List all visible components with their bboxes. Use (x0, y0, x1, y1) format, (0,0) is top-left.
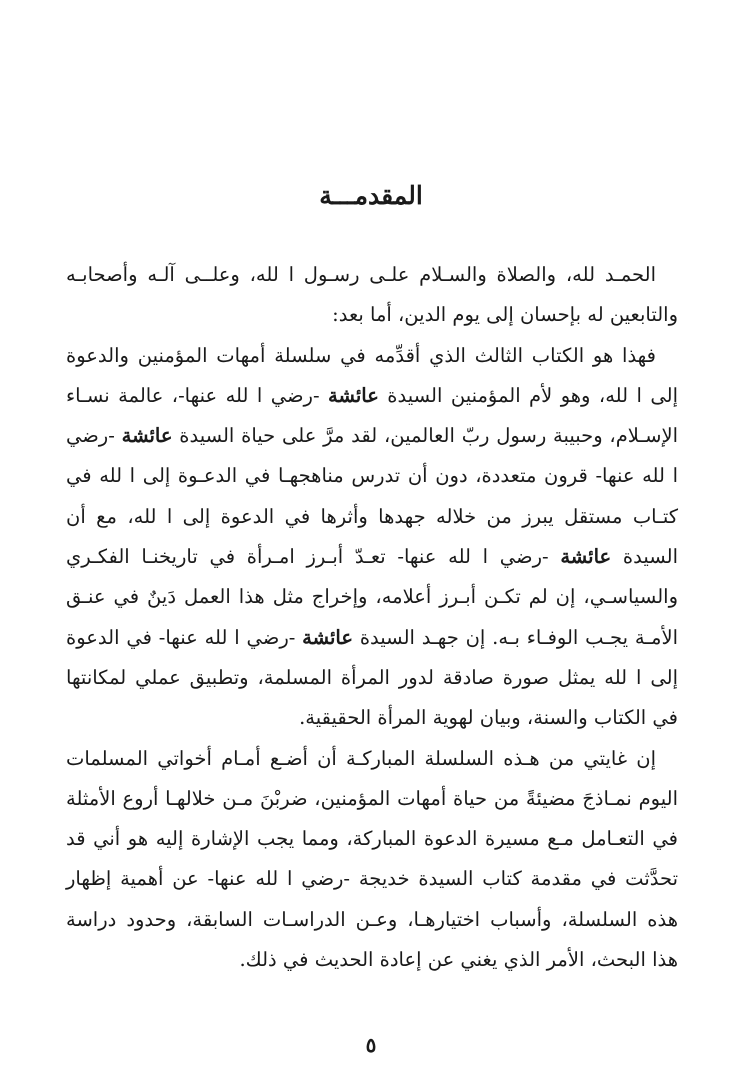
emphasized-name: عائشة (328, 383, 379, 407)
text-run: -رضي ا لله عنها- في الدعوة إلى ا لله يمثل صورة صادقة لدور المرأة المسلمة، وتطبيق عملي لمكانتها في الكتاب والسنة، وبيان لهوية المرأة الحقيقية. (66, 625, 678, 730)
emphasized-name: عائشة (121, 424, 173, 448)
text-run: فهذا هو الكتاب الثالث الذي أقدِّمه في سلسلة أمهات المؤمنين والدعوة إلى ا لله، وهو لأم المؤمنين السيدة (66, 343, 678, 407)
text-run: الحمـد لله، والصلاة والسـلام علـى رسـول ا لله، وعلــى آلـه وأصحابـه والتابعين له بإحسان إلى يوم الدين، أما بعد: (66, 263, 678, 327)
paragraph (66, 336, 678, 739)
text-run: -رضي ا لله عنها-، عالمة نسـاء الإسـلام، وحبيبة رسول ربّ العالمين، لقد مرَّ على حياة السيدة (66, 383, 678, 448)
paragraph (66, 255, 678, 336)
paragraph (66, 739, 678, 981)
page-title: المقدمـــة (319, 181, 423, 210)
page-number: ٥ (365, 1033, 377, 1057)
text-run: -رضي ا لله عنها- قرون متعددة، دون أن تدرس مناهجهـا في الدعـوة إلى ا لله في كتـاب مستقل يبرز من خلاله جهدها وأثرها في الدعوة إلى ا لله، مع أن السيدة (66, 424, 678, 569)
body-text (66, 255, 678, 980)
emphasized-name: عائشة (560, 545, 612, 569)
text-run: -رضي ا لله عنها- تعـدّ أبـرز امـرأة في تاريخنـا الفكـري والسياسـي، إن لم تكـن أبـرز أعلامه، وإخراج مثل هذا العمل دَينٌ في عنـق الأمـة يجـب الوفـاء بـه. إن جهـد السيدة (66, 545, 678, 649)
text-run: إن غايتي من هـذه السلسلة المباركـة أن أضـع أمـام أخواتي المسلمات اليوم نمـاذجَ مضيئةً من حياة أمهات المؤمنين، ضربْنَ مـن خلالهـا أروع الأمثلة في التعـامل مـع مسيرة الدعوة المباركة، ومما يجب الإشارة إليه هو أني قد تحدَّثت في مقدمة كتاب السيدة خديجة -رضي ا لله عنها- عن أهمية إظهار هذه السلسلة، وأسباب اختيارهـا، وعـن الدراسـات السابقة، وحدود دراسة هذا البحث، الأمر الذي يغني عن إعادة الحديث في ذلك. (66, 746, 678, 972)
emphasized-name: عائشة (302, 625, 354, 649)
